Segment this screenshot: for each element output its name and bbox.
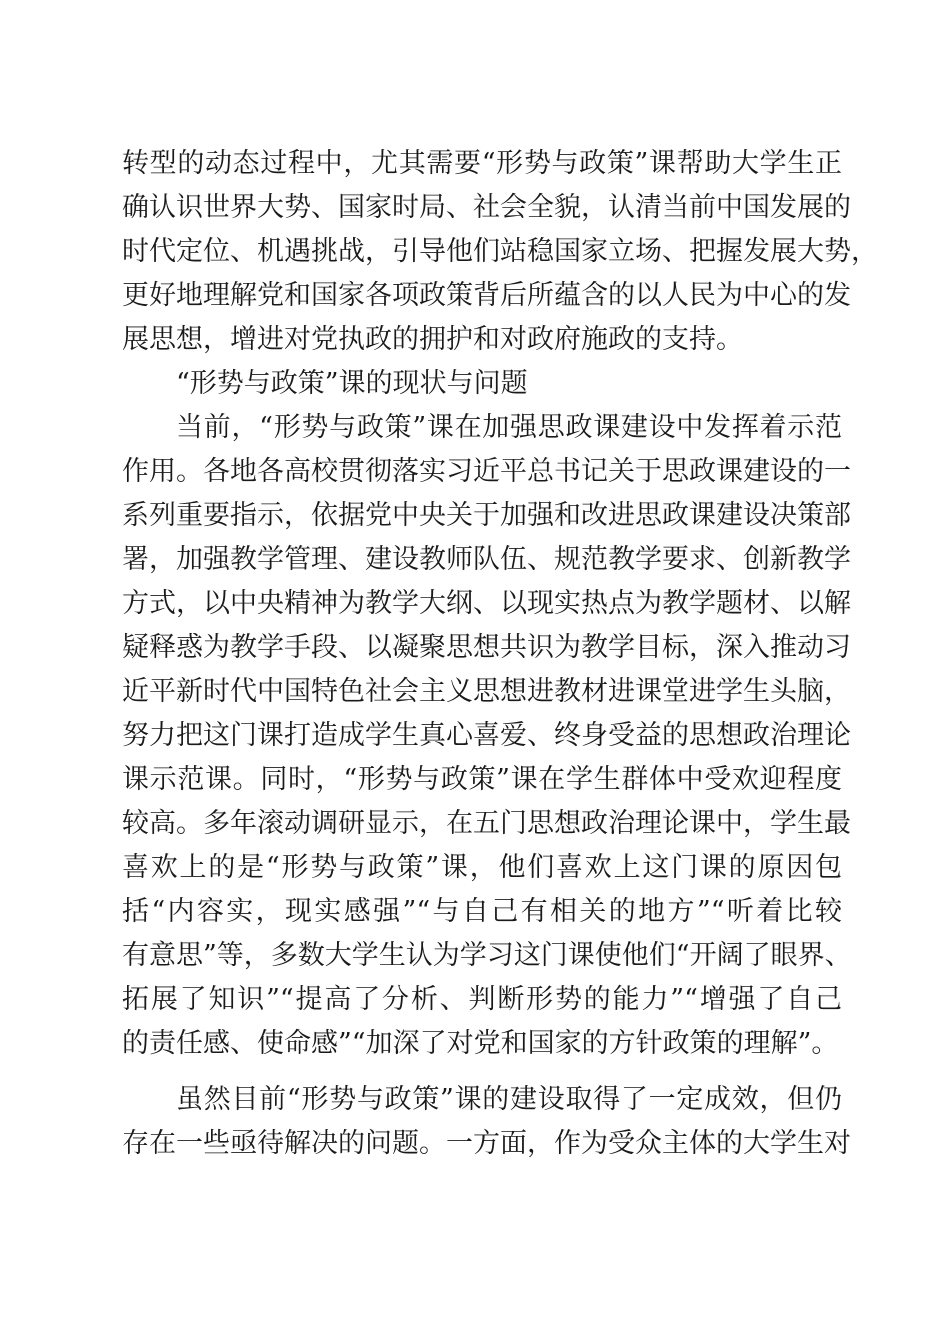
paragraph-2-line-6: 疑释惑为教学手段、以凝聚思想共识为教学目标，深入推动习: [122, 632, 851, 663]
paragraph-2-line-9: 课示范课。同时，“形势与政策”课在学生群体中受欢迎程度: [122, 764, 842, 795]
paragraph-1-line-1: 转型的动态过程中，尤其需要“形势与政策”课帮助大学生正: [122, 148, 842, 179]
paragraph-2-line-12: 括“内容实，现实感强”“与自己有相关的地方”“听着比较: [122, 896, 842, 927]
paragraph-2-line-3: 系列重要指示，依据党中央关于加强和改进思政课建设决策部: [122, 500, 851, 531]
paragraph-2-line-13: 有意思”等，多数大学生认为学习这门课使他们“开阔了眼界、: [122, 940, 852, 971]
paragraph-2-line-5: 方式，以中央精神为教学大纲、以现实热点为教学题材、以解: [122, 588, 851, 619]
paragraph-1-line-2: 确认识世界大势、国家时局、社会全貌，认清当前中国发展的: [122, 192, 851, 223]
paragraph-2-line-7: 近平新时代中国特色社会主义思想进教材进课堂进学生头脑，: [122, 676, 851, 707]
section-heading: “形势与政策”课的现状与问题: [176, 368, 528, 399]
paragraph-2-line-2: 作用。各地各高校贯彻落实习近平总书记关于思政课建设的一: [122, 456, 851, 487]
paragraph-2-line-8: 努力把这门课打造成学生真心喜爱、终身受益的思想政治理论: [122, 720, 851, 751]
paragraph-2-line-10: 较高。多年滚动调研显示，在五门思想政治理论课中，学生最: [122, 808, 851, 839]
paragraph-1-line-3: 时代定位、机遇挑战，引导他们站稳国家立场、把握发展大势，: [122, 236, 878, 267]
paragraph-2-line-11: 喜欢上的是“形势与政策”课，他们喜欢上这门课的原因包: [122, 852, 842, 883]
paragraph-1-line-5: 展思想，增进对党执政的拥护和对政府施政的支持。: [122, 324, 743, 355]
paragraph-2-line-1: 当前，“形势与政策”课在加强思政课建设中发挥着示范: [176, 412, 842, 443]
paragraph-3-line-1: 虽然目前“形势与政策”课的建设取得了一定成效，但仍: [176, 1084, 842, 1115]
paragraph-2-line-14: 拓展了知识”“提高了分析、判断形势的能力”“增强了自己: [122, 984, 842, 1015]
paragraph-2-line-4: 署，加强教学管理、建设教师队伍、规范教学要求、创新教学: [122, 544, 851, 575]
paragraph-2-line-15: 的责任感、使命感”“加深了对党和国家的方针政策的理解”。: [122, 1028, 839, 1059]
paragraph-3-line-2: 存在一些亟待解决的问题。一方面，作为受众主体的大学生对: [122, 1128, 851, 1159]
paragraph-1-line-4: 更好地理解党和国家各项政策背后所蕴含的以人民为中心的发: [122, 280, 851, 311]
